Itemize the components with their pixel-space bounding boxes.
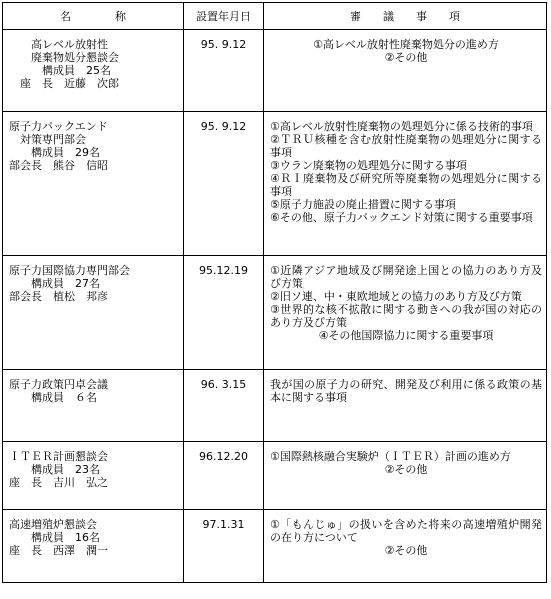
matter-item: ④ＲＩ廃棄物及び研究所等廃棄物の処理処分に関する事項 xyxy=(270,172,542,198)
name-line: 座 長 近藤 次郎 xyxy=(9,77,119,90)
name-line: 高速増殖炉懇談会 xyxy=(9,518,97,531)
name-cell xyxy=(3,256,184,370)
date-cell xyxy=(184,256,264,370)
date-value: 95.12.19 xyxy=(199,264,248,277)
name-line: 部会長 植松 邦彦 xyxy=(9,290,108,303)
matters-cell xyxy=(264,112,547,256)
name-line: 対策専門部会 xyxy=(9,133,86,146)
matter-item: ①国際熱核融合実験炉（ＩＴＥＲ）計画の進め方 xyxy=(270,450,511,463)
matter-item: 我が国の原子力の研究、開発及び利用に係る政策の基本に関する事項 xyxy=(270,378,542,404)
date-value: 95. 9.12 xyxy=(200,120,247,133)
name-line: 座 長 西澤 潤一 xyxy=(9,544,108,557)
name-line: 構成員 27名 xyxy=(9,277,100,290)
name-line: 構成員 29名 xyxy=(9,146,100,159)
matter-item: ④その他国際協力に関する重要事項 xyxy=(318,329,494,342)
name-cell xyxy=(3,370,184,442)
date-cell xyxy=(184,370,264,442)
name-cell xyxy=(3,442,184,510)
name-line: 構成員 ６名 xyxy=(9,391,97,404)
date-cell xyxy=(184,30,264,112)
header-date: 設置年月日 xyxy=(184,3,264,30)
matters-cell xyxy=(264,256,547,370)
name-line: 構成員 16名 xyxy=(9,531,100,544)
matters-cell xyxy=(264,370,547,442)
date-value: 95. 9.12 xyxy=(200,38,247,51)
date-value: 97.1.31 xyxy=(202,518,245,531)
date-cell xyxy=(184,112,264,256)
committee-table xyxy=(2,2,547,583)
date-cell xyxy=(184,510,264,583)
date-value: 96. 3.15 xyxy=(200,378,247,391)
matter-item: ②その他 xyxy=(384,51,428,64)
name-line: 座 長 吉川 弘之 xyxy=(9,476,108,489)
matter-item: ⑥その他、原子力バックエンド対策に関する重要事項 xyxy=(270,211,533,224)
name-line: 原子力バックエンド xyxy=(9,120,108,133)
name-cell xyxy=(3,510,184,583)
name-line: 原子力政策円卓会議 xyxy=(9,378,108,391)
table-row xyxy=(3,370,547,442)
matter-item: ③ウラン廃棄物の処理処分に関する事項 xyxy=(270,159,467,172)
name-line: 構成員 23名 xyxy=(9,463,100,476)
table-row xyxy=(3,442,547,510)
matter-item: ②その他 xyxy=(384,463,428,476)
header-matters: 審 議 事 項 xyxy=(264,3,547,30)
name-line: 部会長 熊谷 信昭 xyxy=(9,159,108,172)
date-cell xyxy=(184,442,264,510)
table-row xyxy=(3,112,547,256)
matters-cell xyxy=(264,30,547,112)
name-cell xyxy=(3,30,184,112)
name-cell xyxy=(3,112,184,256)
matter-item: ②その他 xyxy=(384,544,428,557)
name-line: ＩＴＥＲ計画懇談会 xyxy=(9,450,108,463)
matter-item: ②ＴＲＵ核種を含む放射性廃棄物の処理処分に関する事項 xyxy=(270,133,542,159)
name-line: 原子力国際協力専門部会 xyxy=(9,264,130,277)
date-value: 96.12.20 xyxy=(199,450,248,463)
table-row xyxy=(3,30,547,112)
header-row xyxy=(3,3,547,30)
table-row xyxy=(3,256,547,370)
name-line: 構成員 25名 xyxy=(9,64,111,77)
header-name: 名 称 xyxy=(3,3,184,30)
matters-cell xyxy=(264,510,547,583)
name-line: 高レベル放射性 xyxy=(9,38,108,51)
matter-item: ⑤原子力施設の廃止措置に関する事項 xyxy=(270,198,456,211)
table-row xyxy=(3,510,547,583)
name-line: 廃棄物処分懇談会 xyxy=(9,51,119,64)
matter-item: ①近隣アジア地域及び開発途上国との協力のあり方及び方策 xyxy=(270,264,542,290)
matters-cell xyxy=(264,442,547,510)
matter-item: ①「もんじゅ」の扱いを含めた将来の高速増殖炉開発の在り方について xyxy=(270,518,542,544)
matter-item: ②旧ソ連、中・東欧地域との協力のあり方及び方策 xyxy=(270,290,522,303)
matter-item: ①高レベル放射性廃棄物処分の進め方 xyxy=(313,38,499,51)
matter-item: ③世界的な核不拡散に関する動きへの我が国の対応のあり方及び方策 xyxy=(270,303,542,329)
matter-item: ①高レベル放射性廃棄物の処理処分に係る技術的事項 xyxy=(270,120,533,133)
